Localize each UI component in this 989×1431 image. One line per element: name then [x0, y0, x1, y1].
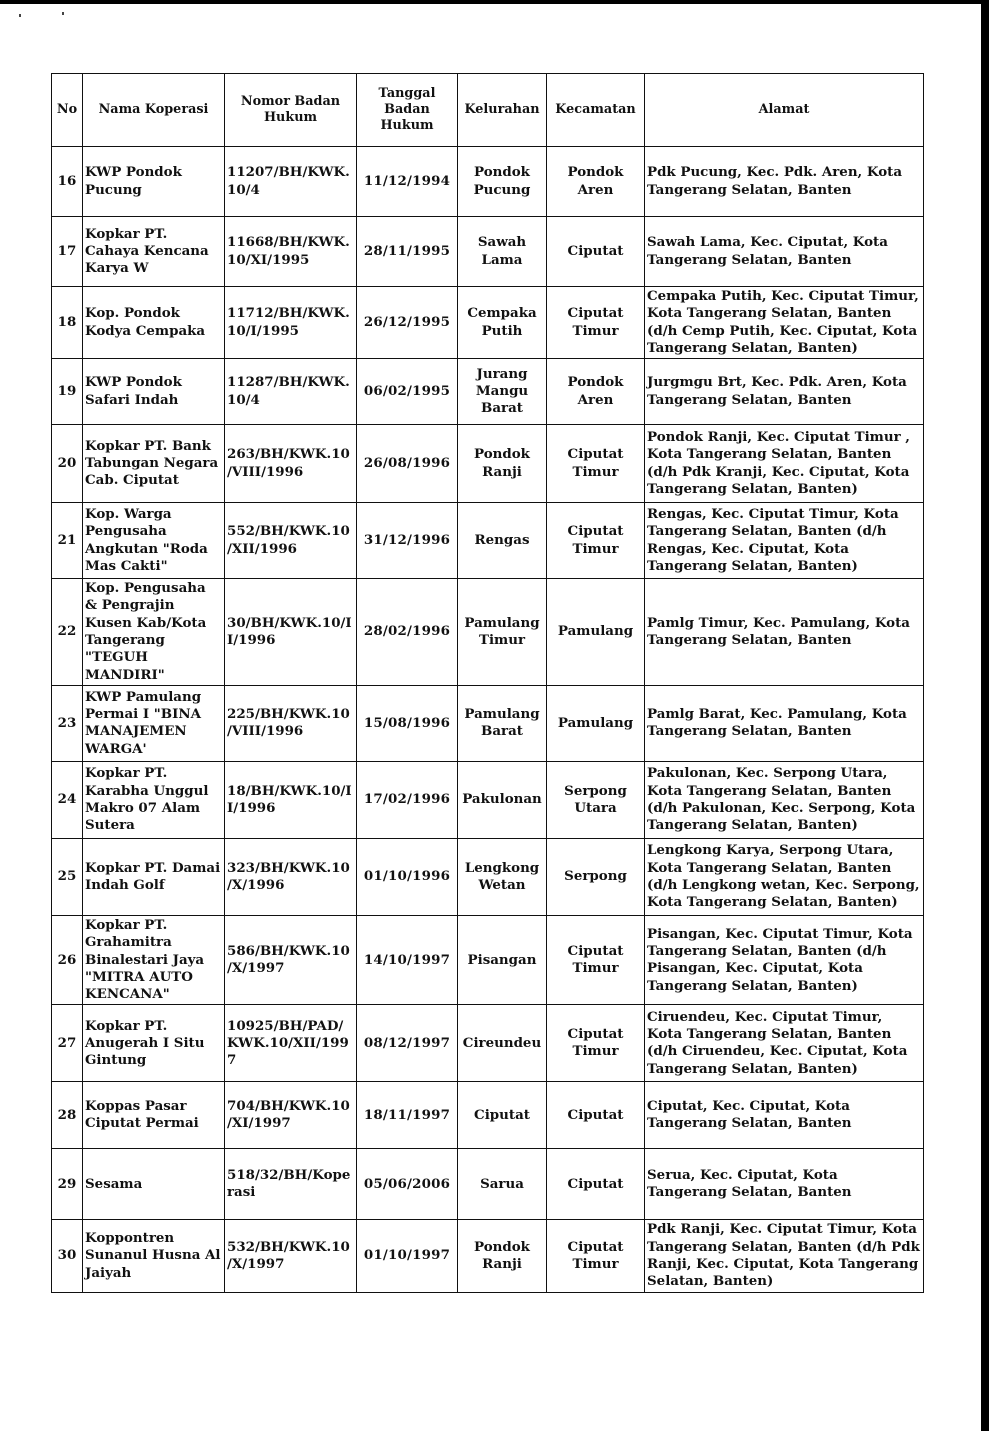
- table-row: [52, 579, 924, 686]
- cell-nama-koperasi: Kop. Pengusaha & Pengrajin Kusen Kab/Kota Tangerang "TEGUH MANDIRI": [83, 579, 225, 686]
- cell-nomor-badan-hukum: 11207/BH/KWK. 10/4: [225, 147, 357, 217]
- cell-nama-koperasi: Kopkar PT. Cahaya Kencana Karya W: [83, 217, 225, 287]
- table-row: [52, 147, 924, 217]
- cell-alamat: Sawah Lama, Kec. Ciputat, Kota Tangerang Selatan, Banten: [645, 217, 924, 287]
- cell-nama-koperasi: Kopkar PT. Bank Tabungan Negara Cab. Ciputat: [83, 425, 225, 503]
- cell-tanggal-badan-hukum: 01/10/1997: [357, 1220, 458, 1292]
- scan-border-top: [0, 0, 989, 4]
- cell-kelurahan: Pondok Pucung: [458, 147, 547, 217]
- table-header-row: [52, 74, 924, 147]
- cell-nama-koperasi: Kop. Pondok Kodya Cempaka: [83, 287, 225, 359]
- cell-nama-koperasi: Kopkar PT. Damai Indah Golf: [83, 838, 225, 915]
- cell-alamat: Pondok Ranji, Kec. Ciputat Timur , Kota Tangerang Selatan, Banten (d/h Pdk Kranji, Kec. Ciputat, Kota Tangerang Selatan, Banten): [645, 425, 924, 503]
- cell-kelurahan: Pondok Ranji: [458, 425, 547, 503]
- header-kelurahan: Kelurahan: [458, 74, 547, 147]
- cell-kelurahan: Lengkong Wetan: [458, 838, 547, 915]
- cell-nomor-badan-hukum: 225/BH/KWK.10 /VIII/1996: [225, 685, 357, 761]
- cell-alamat: Pisangan, Kec. Ciputat Timur, Kota Tangerang Selatan, Banten (d/h Pisangan, Kec. Ciputat, Kota Tangerang Selatan, Banten): [645, 915, 924, 1004]
- table-row: [52, 287, 924, 359]
- header-nama-koperasi: Nama Koperasi: [83, 74, 225, 147]
- table-row: [52, 359, 924, 425]
- cell-no: 24: [52, 761, 83, 838]
- cell-no: 17: [52, 217, 83, 287]
- table-row: [52, 1082, 924, 1149]
- cell-no: 19: [52, 359, 83, 425]
- cell-no: 26: [52, 915, 83, 1004]
- cell-no: 27: [52, 1005, 83, 1082]
- table-row: [52, 1149, 924, 1220]
- cell-nomor-badan-hukum: 704/BH/KWK.10 /XI/1997: [225, 1082, 357, 1149]
- cell-nomor-badan-hukum: 10925/BH/PAD/ KWK.10/XII/199 7: [225, 1005, 357, 1082]
- cell-kelurahan: Sawah Lama: [458, 217, 547, 287]
- cell-no: 23: [52, 685, 83, 761]
- cell-kelurahan: Pamulang Barat: [458, 685, 547, 761]
- header-tanggal-badan-hukum: Tanggal Badan Hukum: [357, 74, 458, 147]
- cell-nama-koperasi: KWP Pondok Pucung: [83, 147, 225, 217]
- cell-alamat: Ciruendeu, Kec. Ciputat Timur, Kota Tangerang Selatan, Banten (d/h Ciruendeu, Kec. Ciputat, Kota Tangerang Selatan, Banten): [645, 1005, 924, 1082]
- cell-alamat: Rengas, Kec. Ciputat Timur, Kota Tangerang Selatan, Banten (d/h Rengas, Kec. Ciputat, Kota Tangerang Selatan, Banten): [645, 503, 924, 579]
- cell-kelurahan: Sarua: [458, 1149, 547, 1220]
- cell-alamat: Serua, Kec. Ciputat, Kota Tangerang Selatan, Banten: [645, 1149, 924, 1220]
- cell-no: 16: [52, 147, 83, 217]
- cell-nomor-badan-hukum: 18/BH/KWK.10/I I/1996: [225, 761, 357, 838]
- cell-kecamatan: Serpong: [547, 838, 645, 915]
- cell-kecamatan: Ciputat Timur: [547, 1005, 645, 1082]
- cell-nama-koperasi: KWP Pondok Safari Indah: [83, 359, 225, 425]
- header-kecamatan: Kecamatan: [547, 74, 645, 147]
- cell-nama-koperasi: Sesama: [83, 1149, 225, 1220]
- table-row: [52, 425, 924, 503]
- cell-kelurahan: Cireundeu: [458, 1005, 547, 1082]
- cell-nomor-badan-hukum: 518/32/BH/Kope rasi: [225, 1149, 357, 1220]
- table-row: [52, 915, 924, 1004]
- cell-tanggal-badan-hukum: 31/12/1996: [357, 503, 458, 579]
- table-row: [52, 217, 924, 287]
- cell-tanggal-badan-hukum: 05/06/2006: [357, 1149, 458, 1220]
- cell-tanggal-badan-hukum: 26/12/1995: [357, 287, 458, 359]
- cell-tanggal-badan-hukum: 28/11/1995: [357, 217, 458, 287]
- header-nomor-badan-hukum: Nomor Badan Hukum: [225, 74, 357, 147]
- cell-nama-koperasi: Kopkar PT. Grahamitra Binalestari Jaya "MITRA AUTO KENCANA": [83, 915, 225, 1004]
- table-row: [52, 1220, 924, 1292]
- cell-tanggal-badan-hukum: 06/02/1995: [357, 359, 458, 425]
- cell-nama-koperasi: Koppas Pasar Ciputat Permai: [83, 1082, 225, 1149]
- cell-nama-koperasi: Kop. Warga Pengusaha Angkutan "Roda Mas Cakti": [83, 503, 225, 579]
- cell-alamat: Lengkong Karya, Serpong Utara, Kota Tangerang Selatan, Banten (d/h Lengkong wetan, Kec. Serpong, Kota Tangerang Selatan, Banten): [645, 838, 924, 915]
- cell-kelurahan: Pamulang Timur: [458, 579, 547, 686]
- cell-nomor-badan-hukum: 263/BH/KWK.10 /VIII/1996: [225, 425, 357, 503]
- cell-kelurahan: Cempaka Putih: [458, 287, 547, 359]
- cell-kecamatan: Ciputat Timur: [547, 287, 645, 359]
- cell-nomor-badan-hukum: 11712/BH/KWK. 10/I/1995: [225, 287, 357, 359]
- cell-nomor-badan-hukum: 11287/BH/KWK. 10/4: [225, 359, 357, 425]
- cell-alamat: Ciputat, Kec. Ciputat, Kota Tangerang Selatan, Banten: [645, 1082, 924, 1149]
- cell-kecamatan: Ciputat Timur: [547, 425, 645, 503]
- cell-alamat: Pdk Ranji, Kec. Ciputat Timur, Kota Tangerang Selatan, Banten (d/h Pdk Ranji, Kec. Ciputat, Kota Tangerang Selatan, Banten): [645, 1220, 924, 1292]
- table-row: [52, 503, 924, 579]
- cell-nomor-badan-hukum: 30/BH/KWK.10/I I/1996: [225, 579, 357, 686]
- cell-kecamatan: Pamulang: [547, 579, 645, 686]
- cell-nama-koperasi: KWP Pamulang Permai I "BINA MANAJEMEN WARGA': [83, 685, 225, 761]
- cell-tanggal-badan-hukum: 01/10/1996: [357, 838, 458, 915]
- cell-nomor-badan-hukum: 532/BH/KWK.10 /X/1997: [225, 1220, 357, 1292]
- cell-no: 21: [52, 503, 83, 579]
- cell-nomor-badan-hukum: 586/BH/KWK.10 /X/1997: [225, 915, 357, 1004]
- scan-border-right: [981, 0, 989, 1431]
- cell-kecamatan: Pondok Aren: [547, 359, 645, 425]
- cell-nama-koperasi: Kopkar PT. Anugerah I Situ Gintung: [83, 1005, 225, 1082]
- cell-kecamatan: Ciputat: [547, 1149, 645, 1220]
- cell-tanggal-badan-hukum: 17/02/1996: [357, 761, 458, 838]
- cell-kecamatan: Serpong Utara: [547, 761, 645, 838]
- cell-tanggal-badan-hukum: 15/08/1996: [357, 685, 458, 761]
- cell-alamat: Pdk Pucung, Kec. Pdk. Aren, Kota Tangerang Selatan, Banten: [645, 147, 924, 217]
- cell-alamat: Jurgmgu Brt, Kec. Pdk. Aren, Kota Tangerang Selatan, Banten: [645, 359, 924, 425]
- table-row: [52, 1005, 924, 1082]
- cell-tanggal-badan-hukum: 11/12/1994: [357, 147, 458, 217]
- cell-tanggal-badan-hukum: 26/08/1996: [357, 425, 458, 503]
- table-row: [52, 838, 924, 915]
- cell-nomor-badan-hukum: 323/BH/KWK.10 /X/1996: [225, 838, 357, 915]
- cell-alamat: Pamlg Timur, Kec. Pamulang, Kota Tangerang Selatan, Banten: [645, 579, 924, 686]
- cooperative-registry-table: [51, 73, 924, 1293]
- cell-kecamatan: Ciputat Timur: [547, 915, 645, 1004]
- cell-no: 25: [52, 838, 83, 915]
- cell-no: 18: [52, 287, 83, 359]
- cell-nomor-badan-hukum: 11668/BH/KWK. 10/XI/1995: [225, 217, 357, 287]
- header-no: No: [52, 74, 83, 147]
- cell-kelurahan: Rengas: [458, 503, 547, 579]
- cell-no: 20: [52, 425, 83, 503]
- cell-no: 22: [52, 579, 83, 686]
- cell-kecamatan: Pondok Aren: [547, 147, 645, 217]
- cell-alamat: Pamlg Barat, Kec. Pamulang, Kota Tangerang Selatan, Banten: [645, 685, 924, 761]
- cell-kelurahan: Pisangan: [458, 915, 547, 1004]
- cell-no: 30: [52, 1220, 83, 1292]
- scan-speck: [62, 12, 64, 15]
- cell-nomor-badan-hukum: 552/BH/KWK.10 /XII/1996: [225, 503, 357, 579]
- cell-nama-koperasi: Kopkar PT. Karabha Unggul Makro 07 Alam Sutera: [83, 761, 225, 838]
- table-row: [52, 761, 924, 838]
- cell-tanggal-badan-hukum: 28/02/1996: [357, 579, 458, 686]
- cell-alamat: Cempaka Putih, Kec. Ciputat Timur, Kota Tangerang Selatan, Banten (d/h Cemp Putih, Kec. Ciputat, Kota Tangerang Selatan, Banten): [645, 287, 924, 359]
- cell-kelurahan: Jurang Mangu Barat: [458, 359, 547, 425]
- cell-no: 28: [52, 1082, 83, 1149]
- cell-kecamatan: Ciputat: [547, 1082, 645, 1149]
- cell-tanggal-badan-hukum: 08/12/1997: [357, 1005, 458, 1082]
- cell-kelurahan: Pakulonan: [458, 761, 547, 838]
- cell-tanggal-badan-hukum: 18/11/1997: [357, 1082, 458, 1149]
- cell-nama-koperasi: Koppontren Sunanul Husna Al Jaiyah: [83, 1220, 225, 1292]
- cell-kecamatan: Ciputat Timur: [547, 1220, 645, 1292]
- cell-tanggal-badan-hukum: 14/10/1997: [357, 915, 458, 1004]
- cell-kecamatan: Ciputat: [547, 217, 645, 287]
- table-row: [52, 685, 924, 761]
- cell-kelurahan: Ciputat: [458, 1082, 547, 1149]
- header-alamat: Alamat: [645, 74, 924, 147]
- cell-no: 29: [52, 1149, 83, 1220]
- cell-kecamatan: Ciputat Timur: [547, 503, 645, 579]
- cell-kecamatan: Pamulang: [547, 685, 645, 761]
- cell-alamat: Pakulonan, Kec. Serpong Utara, Kota Tangerang Selatan, Banten (d/h Pakulonan, Kec. Serpong, Kota Tangerang Selatan, Banten): [645, 761, 924, 838]
- cell-kelurahan: Pondok Ranji: [458, 1220, 547, 1292]
- scan-speck: [19, 14, 21, 17]
